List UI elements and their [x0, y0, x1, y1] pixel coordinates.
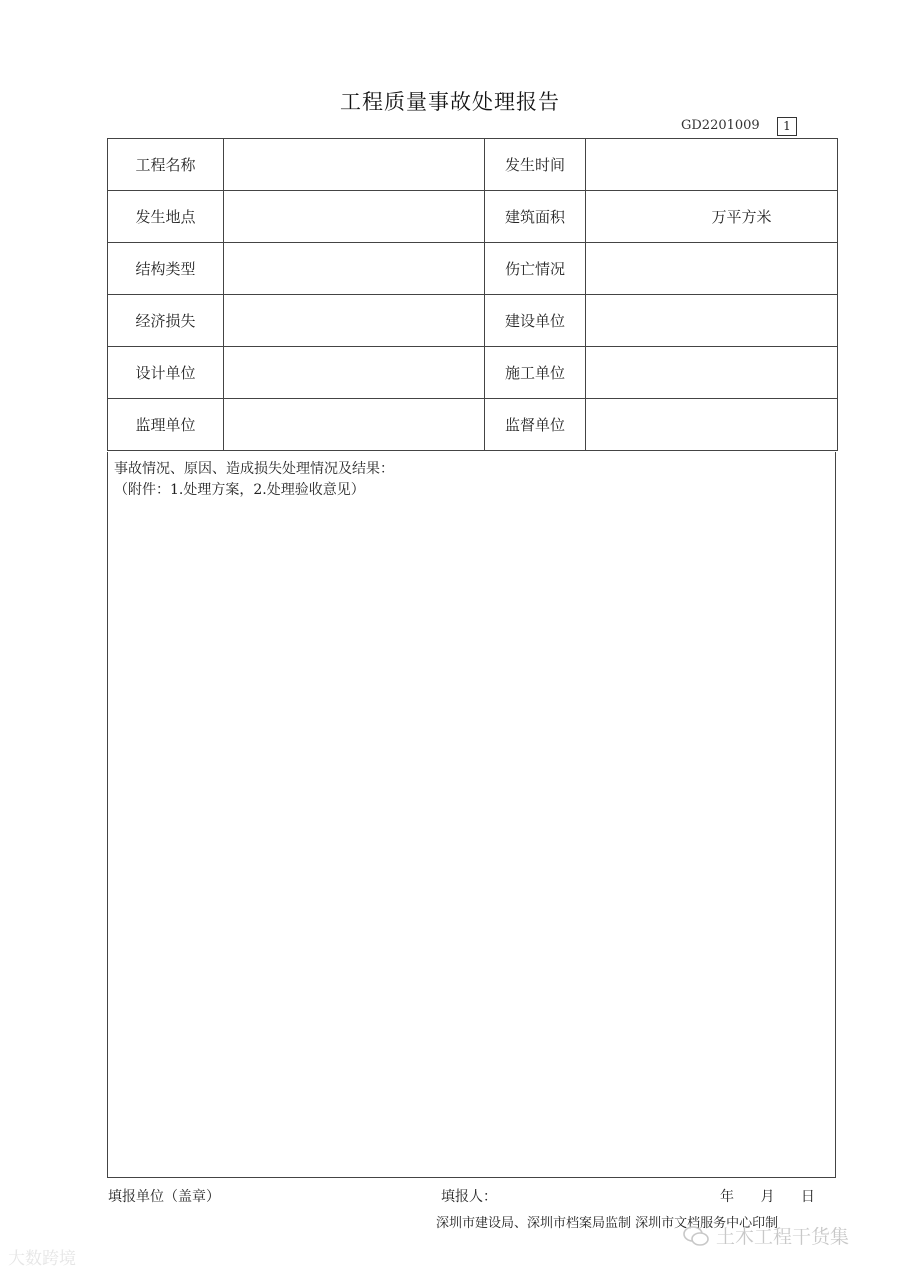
field-label: 建筑面积: [485, 191, 586, 243]
accident-detail-area[interactable]: [107, 452, 836, 1178]
form-row: [108, 347, 838, 399]
report-form-table: [107, 138, 838, 451]
page-number-box: 1: [777, 117, 797, 136]
form-row: [108, 139, 838, 191]
economic-loss-field[interactable]: [224, 295, 485, 347]
date-label: 年 月 日: [720, 1189, 815, 1205]
construction-owner-field[interactable]: [586, 295, 838, 347]
field-label: 结构类型: [108, 243, 224, 295]
form-row: [108, 191, 838, 243]
watermark-right: [682, 1222, 849, 1249]
occurrence-time-field[interactable]: [586, 139, 838, 191]
form-row: [108, 295, 838, 347]
design-unit-field[interactable]: [224, 347, 485, 399]
form-row: [108, 243, 838, 295]
print-note: 深圳市建设局、深圳市档案局监制 深圳市文档服务中心印制: [436, 1216, 779, 1231]
reporter-label: 填报人：: [441, 1189, 497, 1205]
field-label: 施工单位: [485, 347, 586, 399]
building-area-field[interactable]: 万平方米: [586, 191, 838, 243]
field-label: 经济损失: [108, 295, 224, 347]
location-field[interactable]: [224, 191, 485, 243]
field-label: 监督单位: [485, 399, 586, 451]
oversight-unit-field[interactable]: [586, 399, 838, 451]
watermark-right-text: 土木工程干货集: [716, 1226, 850, 1248]
field-label: 伤亡情况: [485, 243, 586, 295]
form-row: [108, 399, 838, 451]
field-label: 工程名称: [108, 139, 224, 191]
reporting-unit-label: 填报单位（盖章）: [108, 1189, 220, 1205]
form-code: GD2201009: [681, 118, 760, 133]
casualties-field[interactable]: [586, 243, 838, 295]
field-label: 设计单位: [108, 347, 224, 399]
field-label: 建设单位: [485, 295, 586, 347]
field-label: 发生时间: [485, 139, 586, 191]
contractor-field[interactable]: [586, 347, 838, 399]
project-name-field[interactable]: [224, 139, 485, 191]
detail-attachments-note: （附件：1.处理方案，2.处理验收意见）: [114, 482, 365, 498]
field-label: 发生地点: [108, 191, 224, 243]
detail-heading: 事故情况、原因、造成损失处理情况及结果：: [114, 461, 394, 477]
structure-type-field[interactable]: [224, 243, 485, 295]
field-label: 监理单位: [108, 399, 224, 451]
watermark-left: 大数跨境: [8, 1249, 76, 1269]
supervision-unit-field[interactable]: [224, 399, 485, 451]
wechat-icon: [682, 1225, 710, 1247]
page-title: 工程质量事故处理报告: [340, 90, 560, 114]
